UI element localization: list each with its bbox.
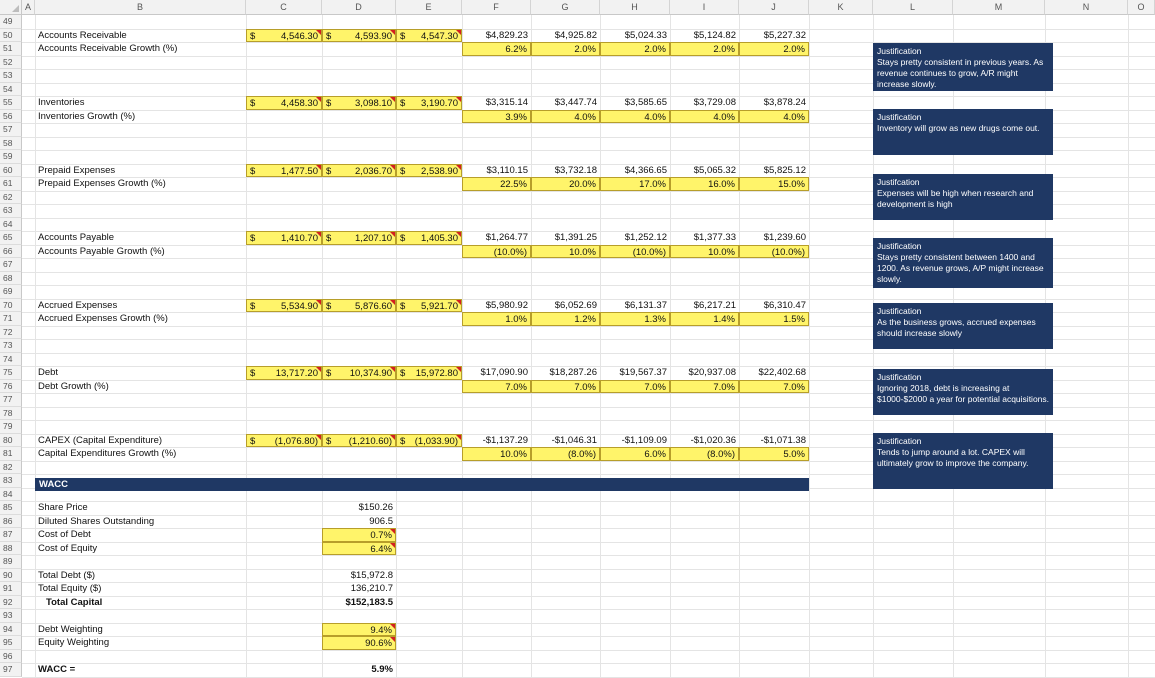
growth-rate-cell[interactable]: 7.0%: [531, 380, 600, 394]
currency-symbol: $: [326, 233, 332, 244]
column-header-l[interactable]: L: [873, 0, 953, 15]
historical-value: 5,876.60: [355, 300, 392, 312]
historical-value: 2,538.90: [421, 165, 458, 177]
growth-rate-cell[interactable]: 7.0%: [600, 380, 670, 394]
historical-value: (1,076.80): [274, 435, 318, 447]
row-header-85[interactable]: 85: [0, 501, 22, 515]
growth-rate-cell[interactable]: (10.0%): [739, 245, 809, 259]
growth-rate-cell[interactable]: 1.2%: [531, 312, 600, 326]
gridline-row: [22, 609, 1155, 610]
row-header-67[interactable]: 67: [0, 258, 22, 272]
row-header-92[interactable]: 92: [0, 596, 22, 610]
projected-value-cell[interactable]: $3,732.18: [554, 164, 597, 176]
column-header-d[interactable]: D: [322, 0, 396, 15]
row-header-55[interactable]: 55: [0, 96, 22, 110]
growth-rate-cell[interactable]: (10.0%): [462, 245, 531, 259]
historical-value-cell[interactable]: [396, 231, 462, 245]
growth-rate-cell[interactable]: 2.0%: [739, 42, 809, 56]
growth-rate-cell[interactable]: 7.0%: [670, 380, 739, 394]
projected-value-cell[interactable]: $4,925.82: [554, 29, 597, 41]
row-header-49[interactable]: 49: [0, 15, 22, 29]
historical-value: 2,036.70: [355, 165, 392, 177]
historical-value-cell[interactable]: [396, 366, 462, 380]
row-header-51[interactable]: 51: [0, 42, 22, 56]
row-header-74[interactable]: 74: [0, 353, 22, 367]
growth-rate-cell[interactable]: 7.0%: [739, 380, 809, 394]
growth-rate-cell[interactable]: 10.0%: [670, 245, 739, 259]
historical-value: 4,546.30: [281, 30, 318, 42]
projected-value-cell[interactable]: -$1,020.36: [690, 434, 736, 446]
historical-value: 5,921.70: [421, 300, 458, 312]
historical-value-cell[interactable]: [246, 231, 322, 245]
row-label[interactable]: Debt: [38, 367, 59, 378]
growth-rate-cell[interactable]: (8.0%): [531, 447, 600, 461]
justification-title: Justification: [877, 46, 922, 56]
projected-value-cell[interactable]: -$1,071.38: [760, 434, 806, 446]
currency-symbol: $: [400, 435, 406, 447]
row-header-79[interactable]: 79: [0, 420, 22, 434]
row-header-94[interactable]: 94: [0, 623, 22, 637]
column-header-o[interactable]: O: [1128, 0, 1155, 15]
gridline-col: [396, 15, 397, 677]
debt-weight-label[interactable]: Debt Weighting: [38, 623, 103, 635]
projected-value-cell[interactable]: $1,391.25: [554, 232, 597, 243]
projected-value-cell[interactable]: $5,825.12: [763, 164, 806, 176]
historical-value-cell[interactable]: [246, 29, 322, 43]
row-header-95[interactable]: 95: [0, 636, 22, 650]
total-debt-label[interactable]: Total Debt ($): [38, 569, 96, 581]
wacc-label[interactable]: WACC =: [38, 664, 76, 675]
growth-row-label[interactable]: Capital Expenditures Growth (%): [38, 448, 177, 459]
row-label[interactable]: CAPEX (Capital Expenditure): [38, 434, 163, 446]
column-header-j[interactable]: J: [739, 0, 809, 15]
row-header-66[interactable]: 66: [0, 245, 22, 259]
historical-value-cell[interactable]: [322, 366, 396, 380]
row-header-69[interactable]: 69: [0, 285, 22, 299]
row-header-64[interactable]: 64: [0, 218, 22, 232]
justification-body: Inventory will grow as new drugs come out.: [877, 123, 1040, 133]
historical-value: 4,458.30: [281, 98, 318, 109]
growth-rate-cell[interactable]: 6.0%: [600, 447, 670, 461]
gridline-col: [1128, 15, 1129, 677]
currency-symbol: $: [250, 30, 256, 42]
row-header-88[interactable]: 88: [0, 542, 22, 556]
row-header-78[interactable]: 78: [0, 407, 22, 421]
projected-value-cell[interactable]: $4,829.23: [485, 29, 528, 41]
historical-value-cell[interactable]: [246, 96, 322, 110]
historical-value: 3,190.70: [421, 98, 458, 109]
row-header-50[interactable]: 50: [0, 29, 22, 43]
currency-symbol: $: [326, 368, 332, 379]
wacc-section-header[interactable]: WACC: [35, 478, 809, 491]
growth-row-label[interactable]: Accounts Receivable Growth (%): [38, 43, 178, 54]
growth-rate-cell[interactable]: 4.0%: [670, 110, 739, 124]
historical-value-cell[interactable]: [396, 29, 462, 43]
projected-value-cell[interactable]: $1,239.60: [763, 232, 806, 243]
historical-value: 1,477.50: [281, 165, 318, 177]
justification-note: [873, 433, 1053, 489]
growth-rate-cell[interactable]: 4.0%: [600, 110, 670, 124]
projected-value-cell[interactable]: $20,937.08: [688, 367, 736, 378]
currency-symbol: $: [400, 368, 406, 379]
gridline-row: [22, 650, 1155, 651]
historical-value-cell[interactable]: [322, 164, 396, 178]
historical-value-cell[interactable]: [396, 96, 462, 110]
row-header-72[interactable]: 72: [0, 326, 22, 340]
historical-value-cell[interactable]: [396, 299, 462, 313]
projected-value-cell[interactable]: $5,124.82: [693, 29, 736, 41]
growth-rate-cell[interactable]: 6.2%: [462, 42, 531, 56]
projected-value-cell[interactable]: $17,090.90: [480, 367, 528, 378]
projected-value-cell[interactable]: $5,065.32: [693, 164, 736, 176]
row-header-87[interactable]: 87: [0, 528, 22, 542]
diluted-label[interactable]: Diluted Shares Outstanding: [38, 515, 155, 527]
row-label[interactable]: Accounts Receivable: [38, 29, 127, 41]
historical-value: 3,098.10: [355, 98, 392, 109]
growth-rate-cell[interactable]: 22.5%: [462, 177, 531, 191]
justification-body: As the business grows, accrued expenses should increase slowly: [877, 317, 1036, 338]
justification-note: [873, 303, 1053, 349]
projected-value-cell[interactable]: $3,878.24: [763, 97, 806, 108]
cost-debt-value[interactable]: 0.7%: [322, 528, 396, 542]
growth-rate-cell[interactable]: 1.4%: [670, 312, 739, 326]
column-header-a[interactable]: A: [22, 0, 35, 15]
gridline-row: [22, 353, 1155, 354]
column-header-e[interactable]: E: [396, 0, 462, 15]
justification-body: Ignoring 2018, debt is increasing at $1000-$2000 a year for potential acquisitions.: [877, 383, 1050, 404]
projected-value-cell[interactable]: -$1,137.29: [482, 434, 528, 446]
currency-symbol: $: [326, 435, 332, 447]
row-header-76[interactable]: 76: [0, 380, 22, 394]
growth-row-label[interactable]: Accrued Expenses Growth (%): [38, 313, 168, 324]
growth-row-label[interactable]: Inventories Growth (%): [38, 110, 136, 122]
cost-equity-value[interactable]: 6.4%: [322, 542, 396, 556]
justification-body: Stays pretty consistent in previous years. As revenue continues to grow, A/R might increase slowly.: [877, 57, 1044, 89]
row-header-71[interactable]: 71: [0, 312, 22, 326]
select-all-corner[interactable]: [0, 0, 22, 15]
projected-value-cell[interactable]: $1,377.33: [693, 232, 736, 243]
row-header-75[interactable]: 75: [0, 366, 22, 380]
row-header-73[interactable]: 73: [0, 339, 22, 353]
growth-rate-cell[interactable]: 20.0%: [531, 177, 600, 191]
historical-value-cell[interactable]: [246, 164, 322, 178]
projected-value-cell[interactable]: $3,729.08: [693, 97, 736, 108]
total-equity-label[interactable]: Total Equity ($): [38, 583, 102, 594]
projected-value-cell[interactable]: $6,217.21: [693, 299, 736, 311]
growth-rate-cell[interactable]: 16.0%: [670, 177, 739, 191]
row-header-97[interactable]: 97: [0, 663, 22, 677]
equity-weight-value[interactable]: 90.6%: [322, 636, 396, 650]
growth-rate-cell[interactable]: 7.0%: [462, 380, 531, 394]
currency-symbol: $: [326, 300, 332, 312]
justification-note: [873, 174, 1053, 220]
growth-row-label[interactable]: Debt Growth (%): [38, 380, 109, 392]
justification-note: [873, 238, 1053, 288]
historical-value: 1,207.10: [355, 233, 392, 244]
column-header-m[interactable]: M: [953, 0, 1045, 15]
row-label[interactable]: Accounts Payable: [38, 232, 115, 243]
currency-symbol: $: [400, 165, 406, 177]
row-header-53[interactable]: 53: [0, 69, 22, 83]
row-header-60[interactable]: 60: [0, 164, 22, 178]
justification-note: [873, 43, 1053, 91]
row-header-52[interactable]: 52: [0, 56, 22, 70]
justification-body: Expenses will be high when research and development is high: [877, 188, 1034, 209]
historical-value-cell[interactable]: [322, 299, 396, 313]
historical-value: (1,033.90): [414, 435, 458, 447]
growth-rate-cell[interactable]: 3.9%: [462, 110, 531, 124]
historical-value-cell[interactable]: [246, 366, 322, 380]
projected-value-cell[interactable]: $6,052.69: [554, 299, 597, 311]
justification-title: Justification: [877, 112, 922, 122]
projected-value-cell[interactable]: $3,447.74: [554, 97, 597, 108]
projected-value-cell[interactable]: -$1,109.09: [621, 434, 667, 446]
total-equity-value[interactable]: 136,210.7: [350, 583, 393, 594]
column-header-n[interactable]: N: [1045, 0, 1128, 15]
currency-symbol: $: [400, 30, 406, 42]
column-header-f[interactable]: F: [462, 0, 531, 15]
row-header-68[interactable]: 68: [0, 272, 22, 286]
projected-value-cell[interactable]: $19,567.37: [619, 367, 667, 378]
column-header-k[interactable]: K: [809, 0, 873, 15]
diluted-value[interactable]: 906.5: [369, 515, 393, 527]
historical-value: 4,547.30: [421, 30, 458, 42]
historical-value: 15,972.80: [415, 368, 458, 379]
currency-symbol: $: [326, 30, 332, 42]
column-header-g[interactable]: G: [531, 0, 600, 15]
growth-rate-cell[interactable]: (8.0%): [670, 447, 739, 461]
projected-value-cell[interactable]: $3,585.65: [624, 97, 667, 108]
cost-equity-label[interactable]: Cost of Equity: [38, 542, 98, 554]
justification-body: Stays pretty consistent between 1400 and 1200. As revenue grows, A/P might increase slowly.: [877, 252, 1044, 284]
historical-value-cell[interactable]: [322, 96, 396, 110]
row-header-58[interactable]: 58: [0, 137, 22, 151]
currency-symbol: $: [400, 300, 406, 312]
row-label[interactable]: Prepaid Expenses: [38, 164, 116, 176]
row-header-77[interactable]: 77: [0, 393, 22, 407]
cost-debt-label[interactable]: Cost of Debt: [38, 529, 91, 540]
currency-symbol: $: [250, 233, 256, 244]
row-header-56[interactable]: 56: [0, 110, 22, 124]
projected-value-cell[interactable]: $22,402.68: [758, 367, 806, 378]
growth-rate-cell[interactable]: 4.0%: [531, 110, 600, 124]
historical-value: 13,717.20: [275, 368, 318, 379]
projected-value-cell[interactable]: $3,315.14: [485, 97, 528, 108]
total-capital-value[interactable]: $152,183.5: [345, 596, 393, 608]
gridline-col: [246, 15, 247, 677]
justification-title: Justification: [877, 306, 922, 316]
historical-value-cell[interactable]: [246, 434, 322, 448]
equity-weight-label[interactable]: Equity Weighting: [38, 637, 110, 648]
historical-value: 1,410.70: [281, 233, 318, 244]
row-header-81[interactable]: 81: [0, 447, 22, 461]
currency-symbol: $: [250, 300, 256, 312]
growth-rate-cell[interactable]: 5.0%: [739, 447, 809, 461]
growth-rate-cell[interactable]: 4.0%: [739, 110, 809, 124]
growth-rate-cell[interactable]: 1.0%: [462, 312, 531, 326]
share-price-value[interactable]: $150.26: [358, 502, 393, 513]
row-header-84[interactable]: 84: [0, 488, 22, 502]
justification-title: Justification: [877, 436, 922, 446]
column-header-c[interactable]: C: [246, 0, 322, 15]
row-header-82[interactable]: 82: [0, 461, 22, 475]
projected-value-cell[interactable]: $18,287.26: [549, 367, 597, 378]
share-price-label[interactable]: Share Price: [38, 502, 88, 513]
row-header-62[interactable]: 62: [0, 191, 22, 205]
row-header-86[interactable]: 86: [0, 515, 22, 529]
row-header-65[interactable]: 65: [0, 231, 22, 245]
currency-symbol: $: [250, 165, 256, 177]
growth-rate-cell[interactable]: 10.0%: [462, 447, 531, 461]
projected-value-cell[interactable]: $3,110.15: [486, 164, 528, 176]
growth-row-label[interactable]: Accounts Payable Growth (%): [38, 245, 165, 257]
historical-value: (1,210.60): [348, 435, 392, 447]
currency-symbol: $: [326, 98, 332, 109]
row-header-91[interactable]: 91: [0, 582, 22, 596]
growth-rate-cell[interactable]: 1.3%: [600, 312, 670, 326]
historical-value: 4,593.90: [355, 30, 392, 42]
projected-value-cell[interactable]: $4,366.65: [624, 164, 667, 176]
historical-value-cell[interactable]: [322, 29, 396, 43]
column-header-h[interactable]: H: [600, 0, 670, 15]
projected-value-cell[interactable]: $1,264.77: [485, 232, 528, 243]
currency-symbol: $: [250, 435, 256, 447]
historical-value-cell[interactable]: [322, 434, 396, 448]
historical-value-cell[interactable]: [322, 231, 396, 245]
projected-value-cell[interactable]: $1,252.12: [624, 232, 667, 243]
justification-body: Tends to jump around a lot. CAPEX will ultimately grow to improve the company.: [877, 447, 1029, 468]
growth-rate-cell[interactable]: 2.0%: [531, 42, 600, 56]
currency-symbol: $: [326, 165, 332, 177]
justification-title: Justification: [877, 241, 922, 251]
row-header-83[interactable]: 83: [0, 474, 22, 488]
row-header-90[interactable]: 90: [0, 569, 22, 583]
wacc-value-value[interactable]: 5.9%: [371, 664, 393, 675]
row-header-96[interactable]: 96: [0, 650, 22, 664]
row-header-63[interactable]: 63: [0, 204, 22, 218]
total-debt-value[interactable]: $15,972.8: [350, 569, 393, 581]
historical-value-cell[interactable]: [246, 299, 322, 313]
growth-rate-cell[interactable]: 17.0%: [600, 177, 670, 191]
column-header-b[interactable]: B: [35, 0, 246, 15]
currency-symbol: $: [400, 98, 406, 109]
projected-value-cell[interactable]: $5,024.33: [624, 29, 667, 41]
historical-value-cell[interactable]: [396, 164, 462, 178]
justification-note: [873, 369, 1053, 415]
projected-value-cell[interactable]: $6,131.37: [624, 299, 667, 311]
row-header-61[interactable]: 61: [0, 177, 22, 191]
column-header-i[interactable]: I: [670, 0, 739, 15]
growth-rate-cell[interactable]: 2.0%: [600, 42, 670, 56]
row-header-89[interactable]: 89: [0, 555, 22, 569]
total-capital-label[interactable]: Total Capital: [46, 596, 103, 608]
projected-value-cell[interactable]: $5,227.32: [763, 29, 806, 41]
row-header-54[interactable]: 54: [0, 83, 22, 97]
historical-value: 5,534.90: [281, 300, 318, 312]
growth-rate-cell[interactable]: 10.0%: [531, 245, 600, 259]
justification-title: Justifcation: [877, 177, 920, 187]
row-header-59[interactable]: 59: [0, 150, 22, 164]
row-header-80[interactable]: 80: [0, 434, 22, 448]
justification-note: [873, 109, 1053, 155]
historical-value-cell[interactable]: [396, 434, 462, 448]
growth-row-label[interactable]: Prepaid Expenses Growth (%): [38, 178, 166, 189]
row-header-93[interactable]: 93: [0, 609, 22, 623]
currency-symbol: $: [250, 368, 256, 379]
historical-value: 10,374.90: [349, 368, 392, 379]
projected-value-cell[interactable]: $5,980.92: [485, 299, 528, 311]
currency-symbol: $: [250, 98, 256, 109]
growth-rate-cell[interactable]: 15.0%: [739, 177, 809, 191]
growth-rate-cell[interactable]: 2.0%: [670, 42, 739, 56]
growth-rate-cell[interactable]: 1.5%: [739, 312, 809, 326]
justification-title: Justification: [877, 372, 922, 382]
gridline-row: [22, 555, 1155, 556]
currency-symbol: $: [400, 233, 406, 244]
projected-value-cell[interactable]: -$1,046.31: [551, 434, 597, 446]
row-header-70[interactable]: 70: [0, 299, 22, 313]
debt-weight-value[interactable]: 9.4%: [322, 623, 396, 637]
historical-value: 1,405.30: [421, 233, 458, 244]
gridline-row: [22, 420, 1155, 421]
growth-rate-cell[interactable]: (10.0%): [600, 245, 670, 259]
row-header-57[interactable]: 57: [0, 123, 22, 137]
gridline-col: [809, 15, 810, 677]
row-label[interactable]: Inventories: [38, 97, 85, 108]
projected-value-cell[interactable]: $6,310.47: [763, 299, 806, 311]
row-label[interactable]: Accrued Expenses: [38, 299, 118, 311]
